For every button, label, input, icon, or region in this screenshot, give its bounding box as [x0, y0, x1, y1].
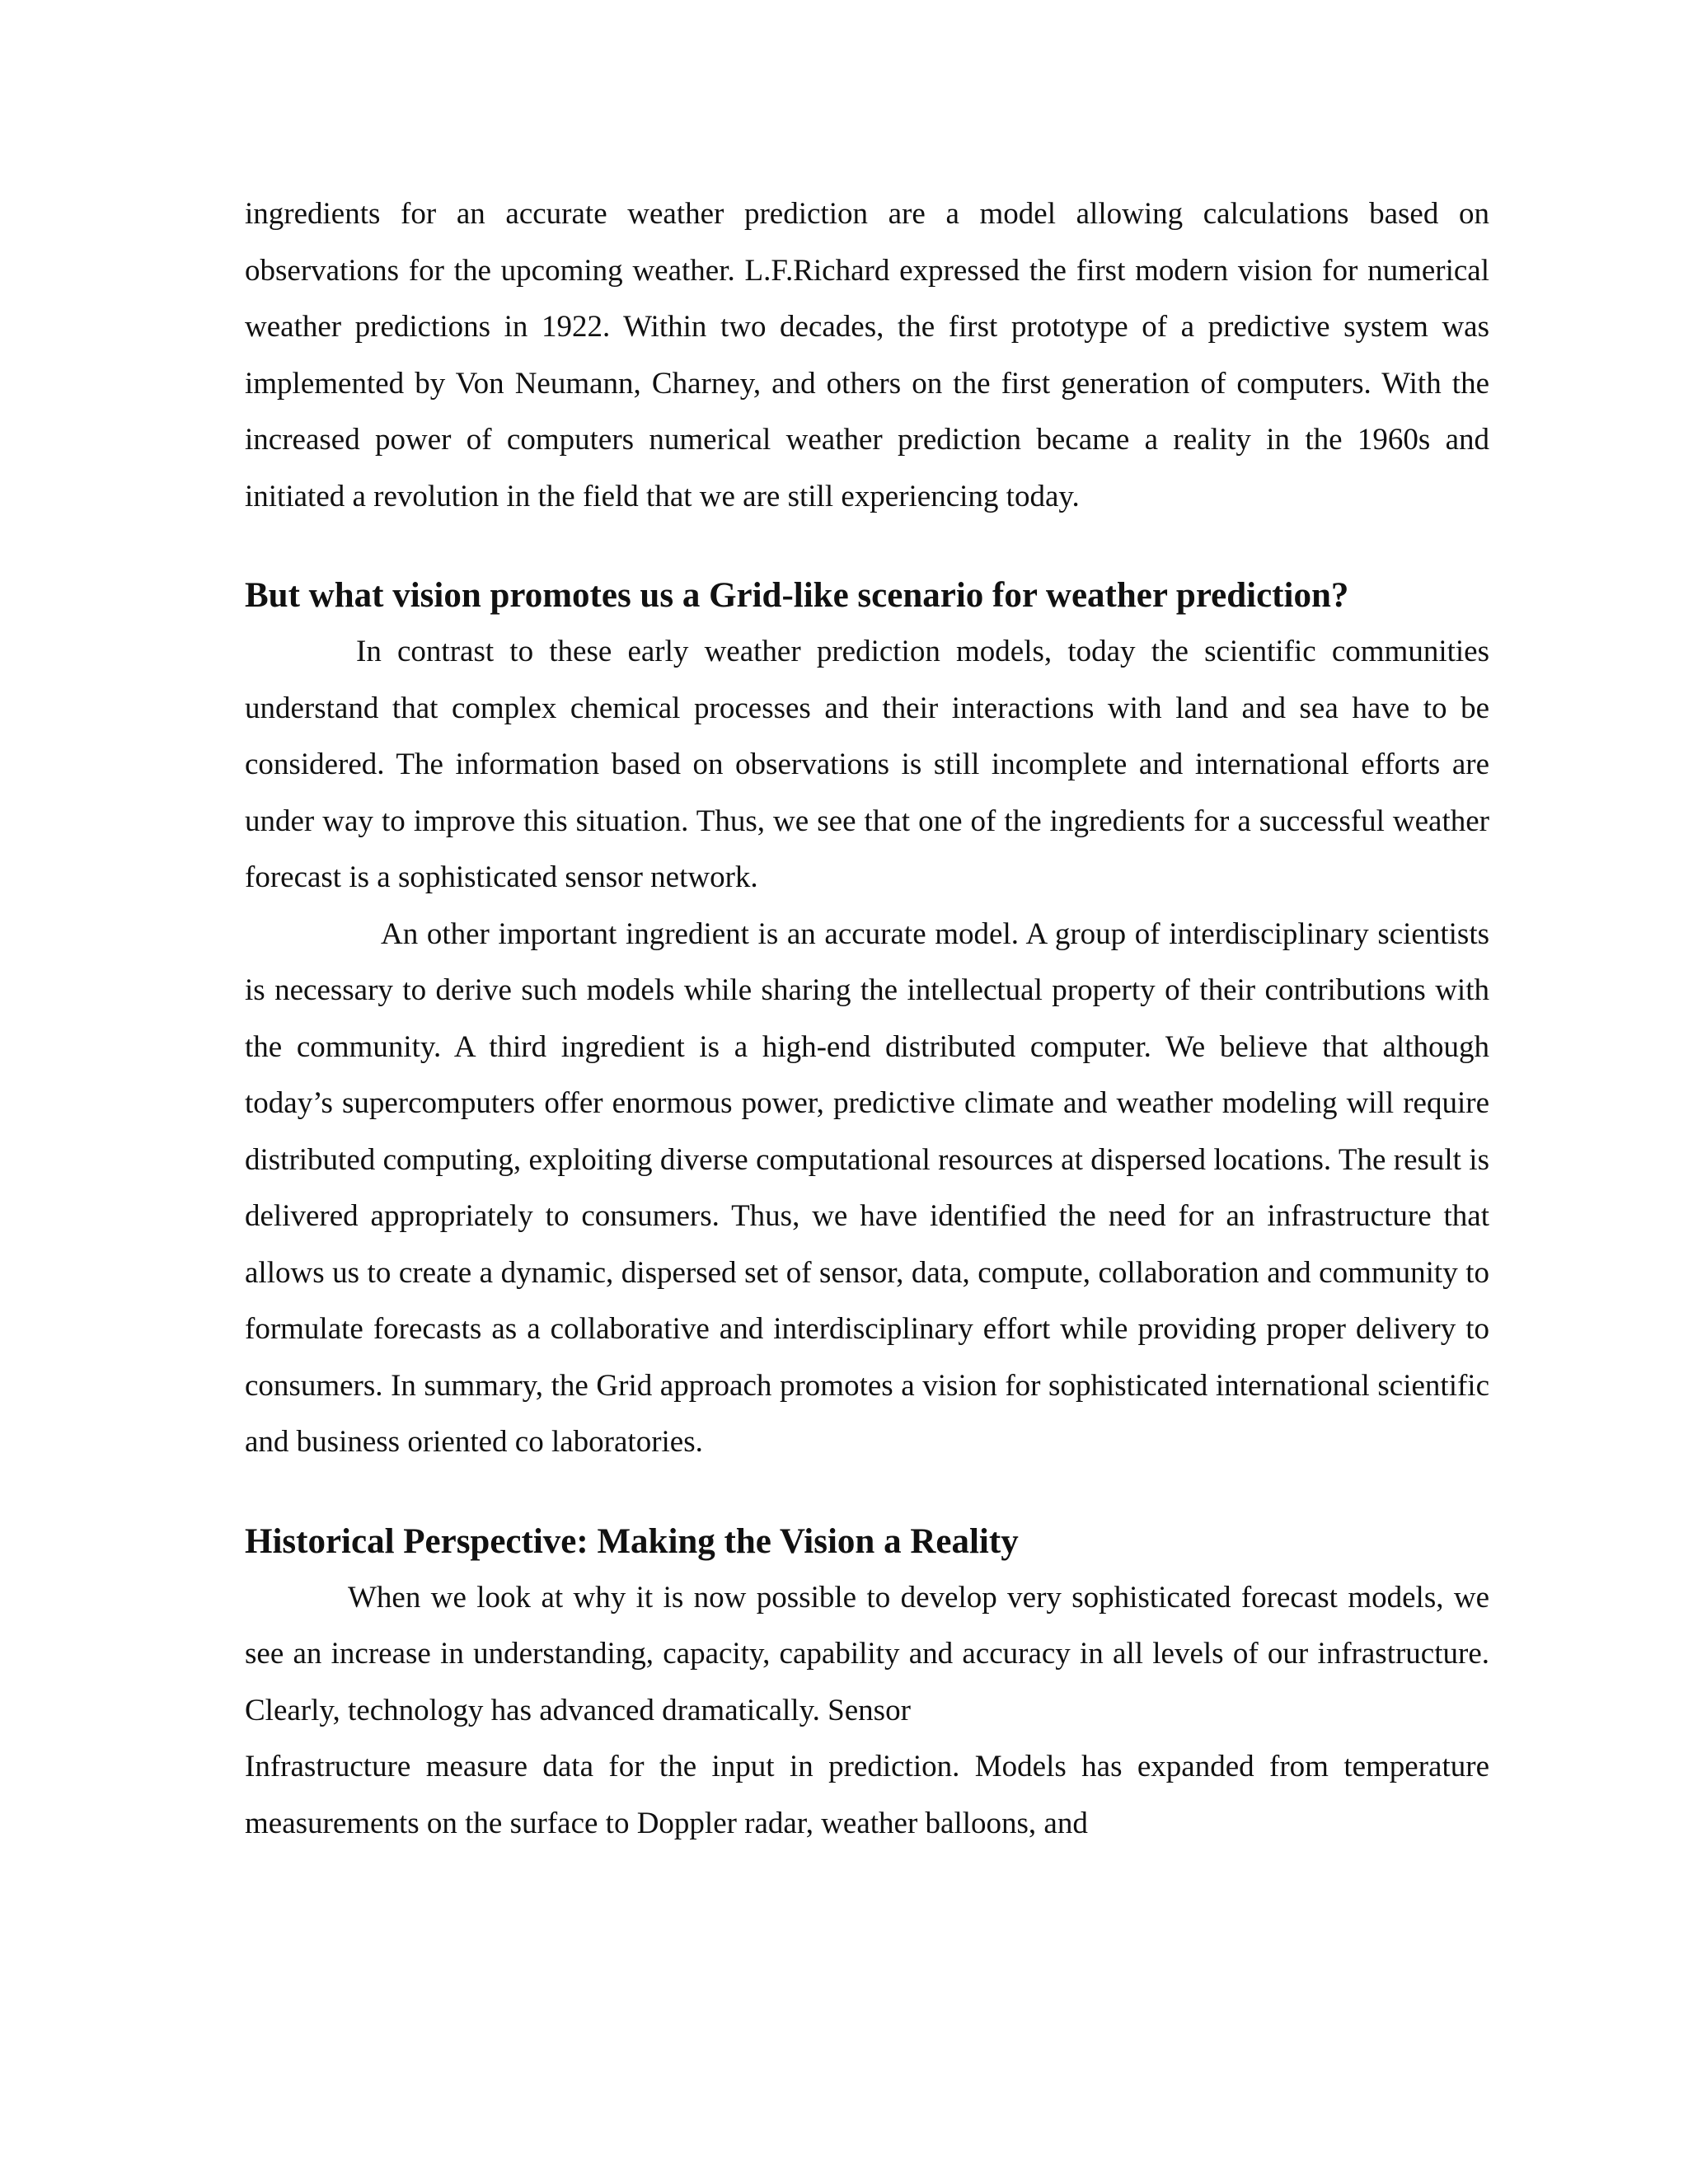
document-body	[245, 186, 1489, 1852]
grid-vision-paragraph-1: In contrast to these early weather prediction models, today the scientific communities understand that complex chemical processes and their interactions with land and sea have to be considered. The information based on observations is still incomplete and international efforts are under way to improve this situation. Thus, we see that one of the ingredients for a successful weather forecast is a sophisticated sensor network.	[245, 635, 1489, 894]
section-heading-grid-vision: But what vision promotes us a Grid-like scenario for weather prediction?	[245, 576, 1349, 615]
intro-paragraph: ingredients for an accurate weather prediction are a model allowing calculations based on observations for the upcoming weather. L.F.Richard expressed the first modern vision for numerical weather predictions in 1922. Within two decades, the first prototype of a predictive system was implemented by Von Neumann, Charney, and others on the first generation of computers. With the increased power of computers numerical weather prediction became a reality in the 1960s and initiated a revolution in the field that we are still experiencing today.	[245, 197, 1489, 513]
historical-paragraph-1: When we look at why it is now possible to develop very sophisticated forecast models, we see an increase in understanding, capacity, capability and accuracy in all levels of our infrastructure. Clearly, technology has advanced dramatically. Sensor	[245, 1580, 1489, 1727]
historical-paragraph-2: Infrastructure measure data for the input in prediction. Models has expanded from temperature measurements on the surface to Doppler radar, weather balloons, and	[245, 1750, 1489, 1840]
grid-vision-paragraph-2: An other important ingredient is an accurate model. A group of interdisciplinary scientists is necessary to derive such models while sharing the intellectual property of their contributions with the community. A third ingredient is a high-end distributed computer. We believe that although today’s supercomputers offer enormous power, predictive climate and weather modeling will require distributed computing, exploiting diverse computational resources at dispersed locations. The result is delivered appropriately to consumers. Thus, we have identified the need for an infrastructure that allows us to create a dynamic, dispersed set of sensor, data, compute, collaboration and community to formulate forecasts as a collaborative and interdisciplinary effort while providing proper delivery to consumers. In summary, the Grid approach promotes a vision for sophisticated international scientific and business oriented co laboratories.	[245, 916, 1489, 1459]
section-heading-historical-perspective: Historical Perspective: Making the Vision a Reality	[245, 1521, 1019, 1561]
